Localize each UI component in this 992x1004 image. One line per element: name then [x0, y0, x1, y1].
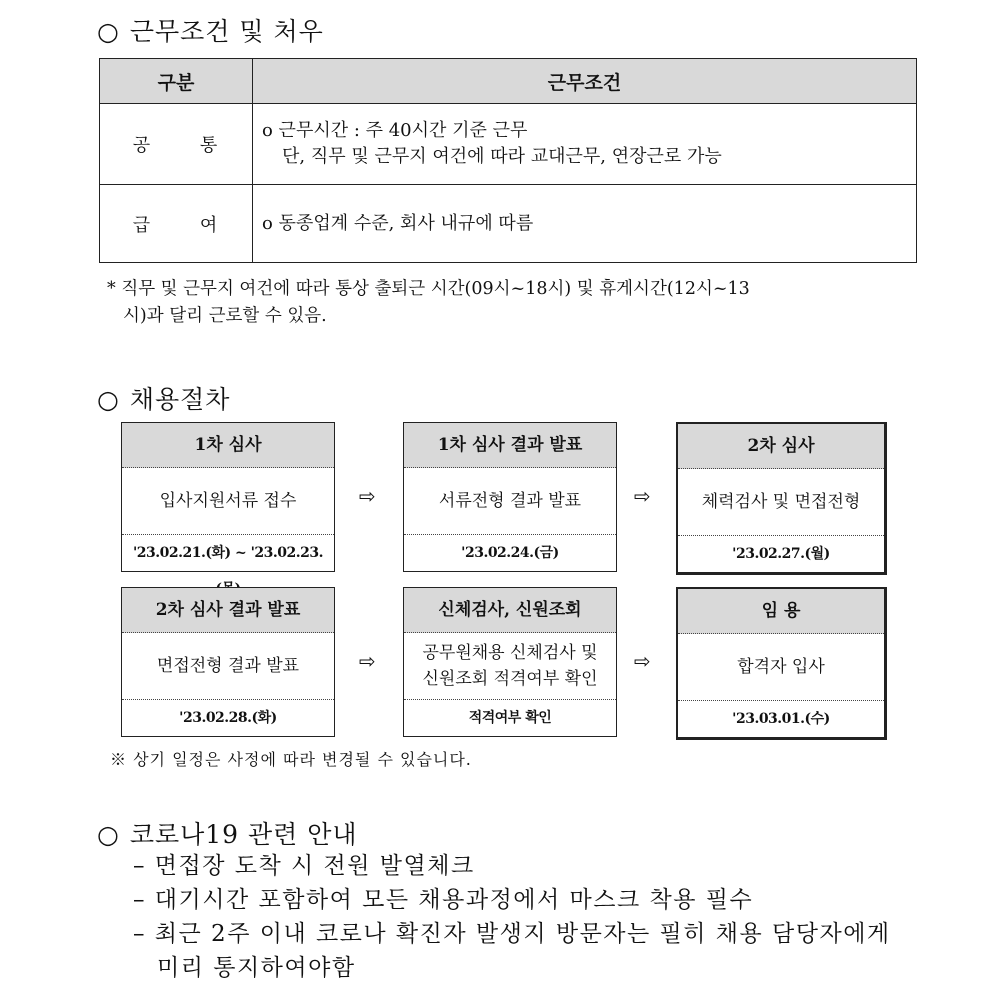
step-header: 2차 심사 결과 발표 — [122, 588, 334, 633]
table-header-conditions: 근무조건 — [253, 59, 917, 104]
arrow-right-icon: ⇨ — [634, 649, 651, 673]
covid-list — [133, 849, 891, 985]
step-box — [121, 422, 335, 572]
step-body: 체력검사 및 면접전형 — [678, 469, 884, 536]
table-header-category: 구분 — [100, 59, 253, 104]
row-value-common: o 근무시간 : 주 40시간 기준 근무 단, 직무 및 근무지 여건에 따라 교대근무, 연장근로 가능 — [253, 104, 917, 185]
table-header-row — [100, 59, 917, 104]
step-header: 신체검사, 신원조회 — [404, 588, 616, 633]
section-title-covid: ○ 코로나19 관련 안내 — [97, 820, 358, 849]
circle-bullet-icon: ○ — [97, 820, 120, 849]
schedule-change-note: ※ 상기 일정은 사정에 따라 변경될 수 있습니다. — [110, 750, 472, 769]
step-date: '23.02.21.(화) ~ '23.02.23. — [133, 545, 323, 561]
arrow-right-icon: ⇨ — [359, 649, 376, 673]
section-title-procedure: ○ 채용절차 — [97, 385, 231, 414]
table-row — [100, 185, 917, 263]
section-title-conditions: ○ 근무조건 및 처우 — [97, 17, 324, 46]
step-body: 면접전형 결과 발표 — [122, 633, 334, 700]
step-header: 1차 심사 결과 발표 — [404, 423, 616, 468]
conditions-table — [99, 58, 917, 263]
step-date: '23.02.24.(금) — [461, 545, 559, 561]
step-date: '23.02.28.(화) — [179, 710, 277, 726]
step-body: 합격자 입사 — [678, 634, 884, 701]
list-item-continuation: 미리 통지하여야함 — [157, 955, 356, 981]
row-value-salary: o 동종업계 수준, 회사 내규에 따름 — [253, 185, 917, 263]
step-box — [121, 587, 335, 737]
step-header: 1차 심사 — [122, 423, 334, 468]
row-label-salary: 급 여 — [100, 185, 253, 263]
step-body: 입사지원서류 접수 — [122, 468, 334, 535]
working-hours-note: * 직무 및 근무지 여건에 따라 통상 출퇴근 시간(09시~18시) 및 휴게시간(12시~13 시)과 달리 근로할 수 있음. — [107, 279, 750, 326]
step-box — [403, 587, 617, 737]
table-row — [100, 104, 917, 185]
step-date: 적격여부 확인 — [468, 710, 552, 726]
circle-bullet-icon: ○ — [97, 385, 120, 414]
step-date: '23.03.01.(수) — [732, 711, 830, 727]
list-item: – 최근 2주 이내 코로나 확진자 발생지 방문자는 필히 채용 담당자에게 — [133, 921, 891, 947]
step-box — [676, 422, 887, 575]
step-date: '23.02.27.(월) — [732, 546, 830, 562]
arrow-right-icon: ⇨ — [634, 484, 651, 508]
step-box — [403, 422, 617, 572]
step-box — [676, 587, 887, 740]
step-body: 공무원채용 신체검사 및 신원조회 적격여부 확인 — [404, 633, 616, 700]
step-header: 임 용 — [678, 589, 884, 634]
arrow-right-icon: ⇨ — [359, 484, 376, 508]
circle-bullet-icon: ○ — [97, 17, 120, 46]
list-item: – 면접장 도착 시 전원 발열체크 — [133, 853, 475, 879]
list-item: – 대기시간 포함하여 모든 채용과정에서 마스크 착용 필수 — [133, 887, 754, 913]
step-body: 서류전형 결과 발표 — [404, 468, 616, 535]
step-header: 2차 심사 — [678, 424, 884, 469]
row-label-common: 공 통 — [100, 104, 253, 185]
